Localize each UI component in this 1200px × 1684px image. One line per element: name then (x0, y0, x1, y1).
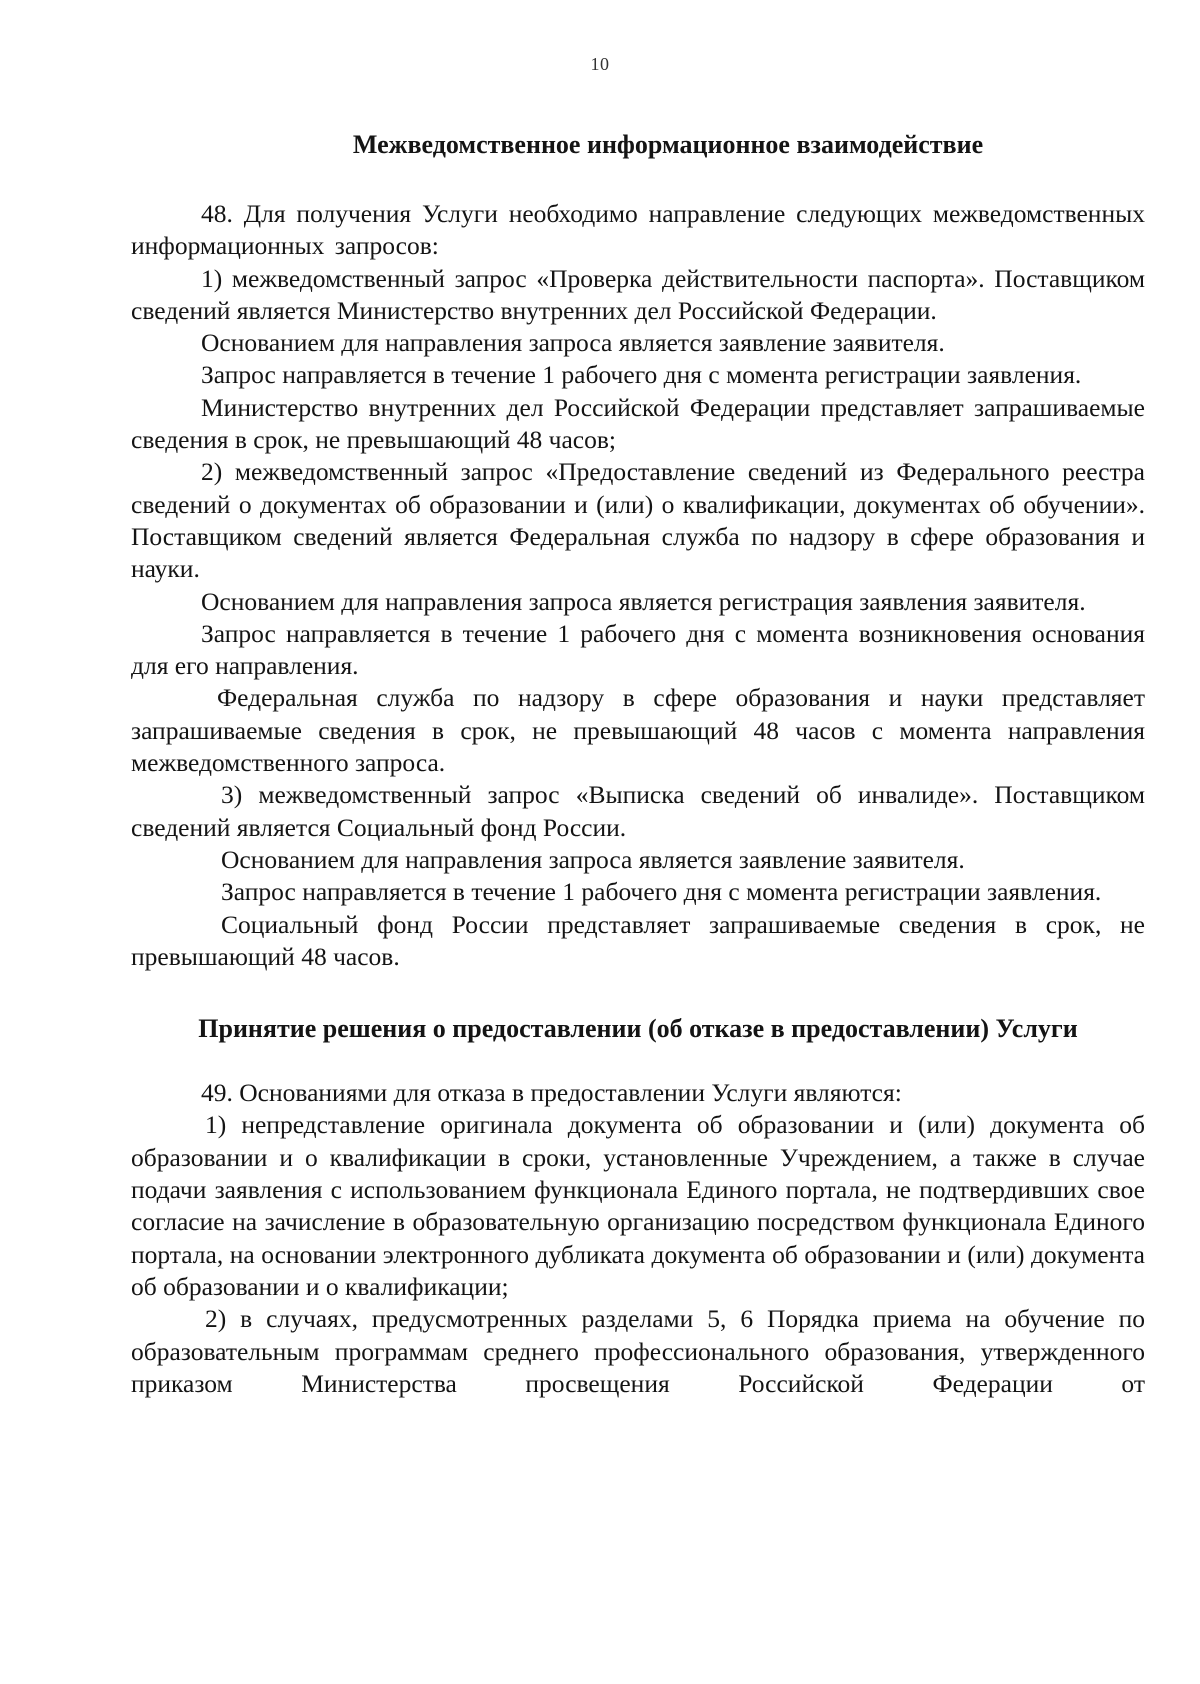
document-body (131, 128, 1145, 1400)
paragraph-48-item-3: 3) межведомственный запрос «Выписка сведений об инвалиде». Поставщиком сведений является Социальный фонд России. (131, 780, 1145, 842)
section-heading-decision: Принятие решения о предоставлении (об отказе в предоставлении) Услуги (198, 1014, 1078, 1044)
paragraph: Министерство внутренних дел Российской Федерации представляет запрашиваемые сведения в срок, не превышающий 48 часов; (131, 392, 1145, 455)
paragraph: Социальный фонд России представляет запрашиваемые сведения в срок, не превышающий 48 часов. (131, 909, 1145, 971)
paragraph: Основанием для направления запроса является регистрация заявления заявителя. (201, 586, 1086, 616)
paragraph-48: 48. Для получения Услуги необходимо направление следующих межведомственных информационных запросов: (131, 199, 1145, 261)
paragraph: Запрос направляется в течение 1 рабочего дня с момента регистрации заявления. (201, 360, 1082, 390)
paragraph: Основанием для направления запроса является заявление заявителя. (221, 844, 965, 874)
paragraph: Запрос направляется в течение 1 рабочего дня с момента регистрации заявления. (221, 877, 1102, 907)
paragraph: Основанием для направления запроса является заявление заявителя. (201, 328, 945, 358)
paragraph-49-item-1: 1) непредставление оригинала документа об образовании и (или) документа об образовании и о квалификации в сроки, установленные Учреждением, а также в случае подачи заявления с использованием функционала Единого портала, не подтвердивших свое согласие на зачисление в образовательную организацию посредством функционала Единого портала, на основании электронного дубликата документа об образовании и (или) документа об образовании и о квалификации; (131, 1110, 1145, 1301)
paragraph-48-item-1: 1) межведомственный запрос «Проверка действительности паспорта». Поставщиком сведений является Министерство внутренних дел Российской Федерации. (131, 263, 1145, 325)
paragraph-49: 49. Основаниями для отказа в предоставлении Услуги являются: (201, 1078, 902, 1108)
paragraph: Федеральная служба по надзору в сфере образования и науки представляет запрашиваемые сведения в срок, не превышающий 48 часов с момента направления межведомственного запроса. (131, 683, 1145, 778)
paragraph-48-item-2: 2) межведомственный запрос «Предоставление сведений из Федерального реестра сведений о документах об образовании и (или) о квалификации, документах об обучении». Поставщиком сведений является Федеральная служба по надзору в сфере образования и науки. (131, 457, 1145, 584)
paragraph-49-item-2: 2) в случаях, предусмотренных разделами 5, 6 Порядка приема на обучение по образовательным программам среднего профессионального образования, утвержденного приказом Министерства просвещения Российской Федерации от (131, 1304, 1145, 1398)
paragraph: Запрос направляется в течение 1 рабочего дня с момента возникновения основания для его направления. (131, 618, 1145, 681)
section-heading-interagency-interaction: Межведомственное информационное взаимодействие (352, 130, 984, 159)
page-number: 10 (590, 54, 610, 74)
